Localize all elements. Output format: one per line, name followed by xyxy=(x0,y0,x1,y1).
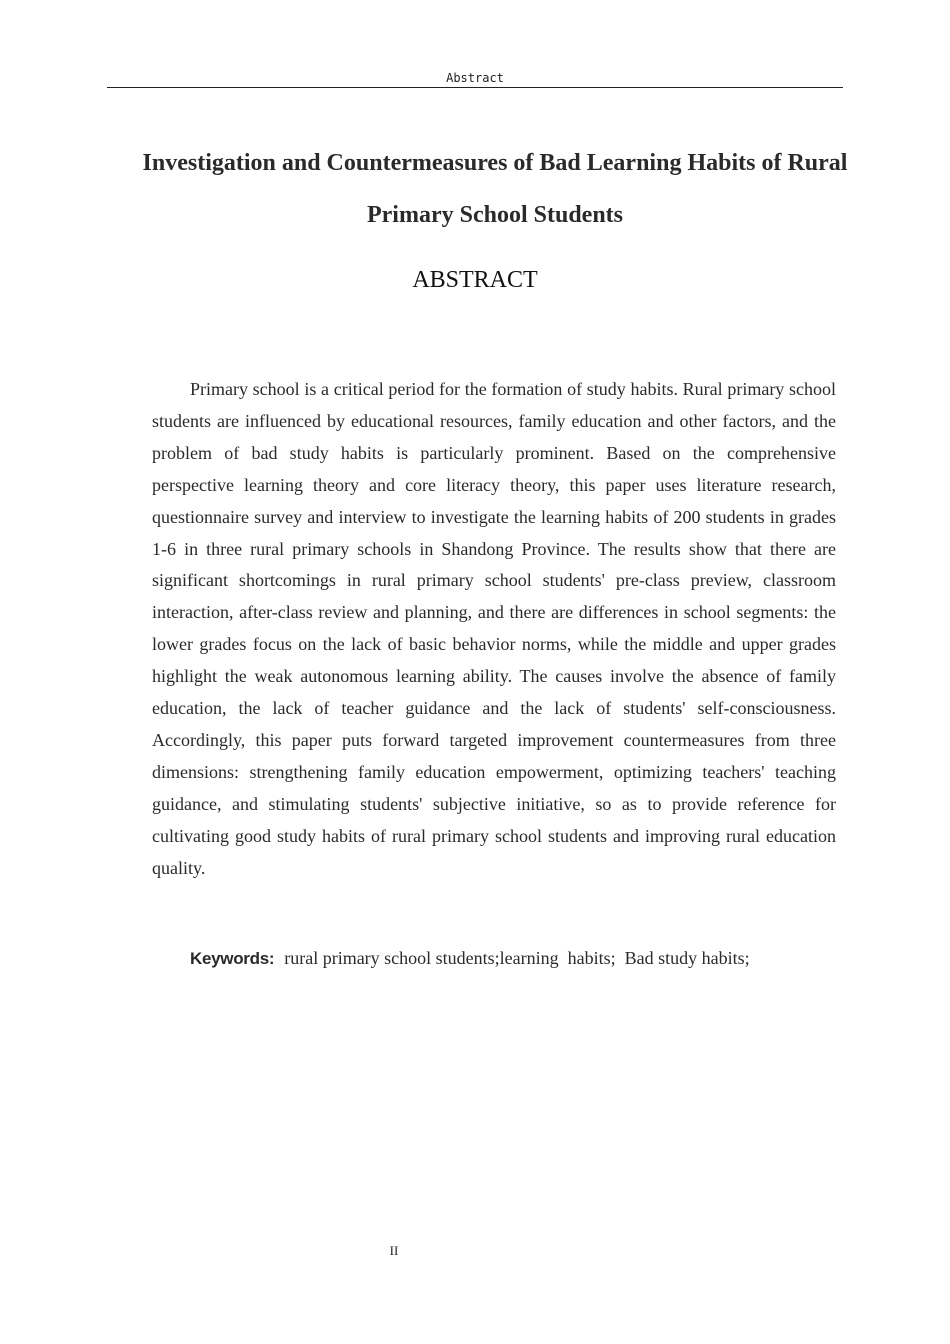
keywords-line xyxy=(190,944,830,973)
keywords-label: Keywords: xyxy=(190,949,275,968)
running-header: Abstract xyxy=(446,71,504,85)
abstract-body: Primary school is a critical period for the formation of study habits. Rural primary school students are influenced by educational resources, family education and other factors, and the problem of bad study habits is particularly prominent. Based on the comprehensive perspective learning theory and core literacy theory, this paper uses literature research, questionnaire survey and interview to investigate the learning habits of 200 students in grades 1-6 in three rural primary schools in Shandong Province. The results show that there are significant shortcomings in rural primary school students' pre-class preview, classroom interaction, after-class review and planning, and there are differences in school segments: the lower grades focus on the lack of basic behavior norms, while the middle and upper grades highlight the weak autonomous learning ability. The causes involve the absence of family education, the lack of teacher guidance and the lack of students' self-consciousness. Accordingly, this paper puts forward targeted improvement countermeasures from three dimensions: strengthening family education empowerment, optimizing teachers' teaching guidance, and stimulating students' subjective initiative, so as to provide reference for cultivating good study habits of rural primary school students and improving rural education quality. xyxy=(152,379,836,878)
paper-title: Investigation and Countermeasures of Bad Learning Habits of Rural Primary School Students xyxy=(142,150,848,228)
abstract-heading: ABSTRACT xyxy=(412,267,538,293)
header-rule xyxy=(107,87,843,88)
page-number: II xyxy=(389,1243,399,1258)
keywords-text: rural primary school students;learning habits; Bad study habits; xyxy=(284,948,750,968)
